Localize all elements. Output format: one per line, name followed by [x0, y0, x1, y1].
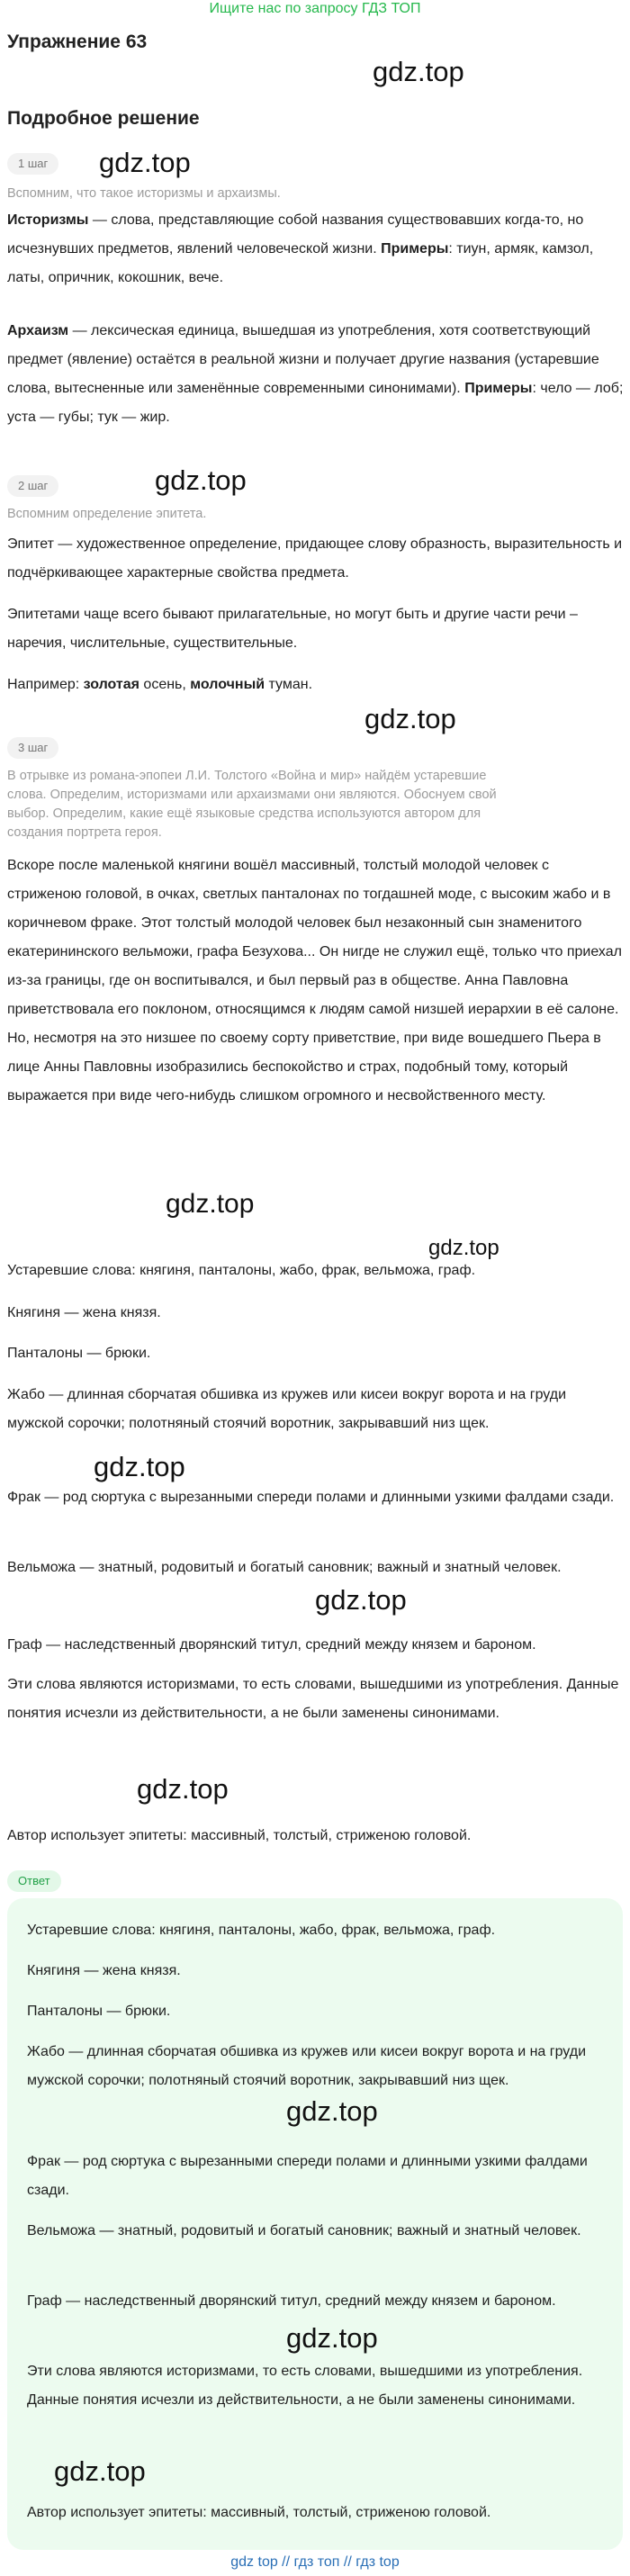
watermark: gdz.top: [155, 464, 247, 496]
step-2-badge: 2 шаг: [7, 475, 58, 497]
answer-frak: Фрак — род сюртука с вырезанными спереди полами и длинными узкими фалдами сзади.: [27, 2154, 588, 2198]
watermark: gdz.top: [166, 1189, 255, 1219]
example-prefix: Например:: [7, 677, 84, 692]
step-3-note: В отрывке из романа-эпопеи Л.И. Толстого «Война и мир» найдём устаревшие слова. Определим, историзмами или архаизмами они являются. Обоснуем свой выбор. Определим, какие ещё языковые средства используются автором для создания портрета героя.: [7, 769, 497, 840]
analysis-velmozha: Вельможа — знатный, родовитый и богатый сановник; важный и знатный человек.: [7, 1560, 562, 1575]
watermark: gdz.top: [286, 2095, 378, 2127]
archaism-text: — лексическая единица, вышедшая из употребления, хотя соответствующий предмет (явление) остаётся в реальной жизни и получает другие названия (устаревшие слова, вытесненные или заменённые современными синонимами).: [7, 323, 599, 396]
footer-separator: //: [339, 2554, 356, 2570]
example-word-2: молочный: [190, 677, 266, 692]
footer-link-gdz-top-mixed[interactable]: гдз top: [356, 2554, 400, 2570]
footer-separator: //: [277, 2554, 294, 2570]
watermark: gdz.top: [428, 1236, 500, 1260]
step-1-badge: 1 шаг: [7, 153, 58, 175]
examples-label: Примеры: [464, 381, 533, 396]
top-banner[interactable]: Ищите нас по запросу ГДЗ ТОП: [209, 1, 421, 16]
page-title: Упражнение 63: [7, 32, 148, 52]
example-middle: осень,: [139, 677, 191, 692]
solution-heading: Подробное решение: [7, 108, 200, 129]
step-1-note: Вспомним, что такое историзмы и архаизмы.: [7, 186, 281, 201]
answer-pantalony: Панталоны — брюки.: [27, 2004, 171, 2019]
answer-zhabo: Жабо — длинная сборчатая обшивка из кружев или кисеи вокруг ворота и на груди мужской сорочки; полотняный стоячий воротник, закрывавший низ щек.: [27, 2044, 587, 2088]
examples-label: Примеры: [381, 241, 449, 257]
step-2-note: Вспомним определение эпитета.: [7, 507, 207, 521]
example-word-1: золотая: [83, 677, 140, 692]
analysis-zhabo: Жабо — длинная сборчатая обшивка из кружев или кисеи вокруг ворота и на груди мужской сорочки; полотняный стоячий воротник, закрывавший низ щек.: [7, 1387, 567, 1431]
novel-excerpt: Вскоре после маленькой княгини вошёл массивный, толстый молодой человек с стриженою головой, в очках, светлых панталонах по тогдашней моде, с высоким жабо и в коричневом фраке. Этот толстый молодой человек был незаконный сын знаменитого екатерининского вельможи, графа Безухова... Он нигде не служил ещё, только что приехал из-за границы, где он воспитывался, и был первый раз в обществе. Анна Павловна приветствовала его поклоном, относящимся к людям самой низшей иерархии в её салоне. Но, несмотря на это низшее по своему сорту приветствие, при виде вошедшего Пьера в лице Анны Павловны изобразились беспокойство и страх, подобный тому, который выражается при виде чего-нибудь слишком огромного и несвойственного месту.: [7, 858, 622, 1103]
watermark: gdz.top: [286, 2322, 378, 2354]
archaism-examples: : чело — лоб; уста — губы; тук — жир.: [7, 381, 624, 425]
analysis-graf: Граф — наследственный дворянский титул, средний между князем и бароном.: [7, 1637, 536, 1653]
analysis-pantalony: Панталоны — брюки.: [7, 1346, 151, 1361]
epithet-parts-of-speech: Эпитетами чаще всего бывают прилагательные, но могут быть и другие части речи – наречия, числительные, существительные.: [7, 607, 578, 651]
analysis-epithets: Автор использует эпитеты: массивный, толстый, стриженою головой.: [7, 1828, 472, 1843]
watermark: gdz.top: [137, 1773, 229, 1805]
analysis-knyaginya: Княгиня — жена князя.: [7, 1305, 161, 1320]
historisms-examples: : тиун, армяк, камзол, латы, опричник, кокошник, вече.: [7, 241, 594, 285]
answer-old-words: Устаревшие слова: княгиня, панталоны, жабо, фрак, вельможа, граф.: [27, 1923, 496, 1938]
watermark: gdz.top: [54, 2455, 146, 2487]
archaism-definition: [7, 317, 624, 432]
watermark: gdz.top: [99, 147, 191, 178]
answer-badge: Ответ: [7, 1870, 61, 1892]
analysis-conclusion: Эти слова являются историзмами, то есть словами, вышедшими из употребления. Данные понятия исчезли из действительности, а не были заменены синонимами.: [7, 1677, 619, 1721]
watermark: gdz.top: [373, 56, 464, 87]
watermark: gdz.top: [94, 1451, 185, 1482]
example-suffix: туман.: [265, 677, 313, 692]
footer-links: [0, 2553, 630, 2572]
footer-link-gdz-top-ru[interactable]: гдз топ: [293, 2554, 340, 2570]
footer-link-gdz-top[interactable]: gdz top: [230, 2554, 278, 2570]
answer-velmozha: Вельможа — знатный, родовитый и богатый сановник; важный и знатный человек.: [27, 2223, 581, 2238]
epithet-example: [7, 671, 624, 699]
watermark: gdz.top: [364, 703, 456, 734]
historisms-term: Историзмы: [7, 212, 89, 228]
historisms-text: — слова, представляющие собой названия существовавших когда-то, но исчезнувших предметов, явлений человеческой жизни.: [7, 212, 584, 257]
answer-knyaginya: Княгиня — жена князя.: [27, 1963, 181, 1978]
answer-graf: Граф — наследственный дворянский титул, средний между князем и бароном.: [27, 2293, 556, 2309]
analysis-old-words: Устаревшие слова: княгиня, панталоны, жабо, фрак, вельможа, граф.: [7, 1263, 476, 1278]
answer-conclusion: Эти слова являются историзмами, то есть словами, вышедшими из употребления. Данные понятия исчезли из действительности, а не были заменены синонимами.: [27, 2364, 583, 2408]
historisms-definition: [7, 206, 624, 293]
answer-epithets: Автор использует эпитеты: массивный, толстый, стриженою головой.: [27, 2505, 491, 2520]
watermark: gdz.top: [315, 1584, 407, 1616]
archaism-term: Архаизм: [7, 323, 69, 338]
analysis-frak: Фрак — род сюртука с вырезанными спереди полами и длинными узкими фалдами сзади.: [7, 1490, 615, 1505]
step-3-badge: 3 шаг: [7, 737, 58, 759]
epithet-definition: Эпитет — художественное определение, придающее слову образность, выразительность и подчёркивающее характерные свойства предмета.: [7, 536, 623, 581]
